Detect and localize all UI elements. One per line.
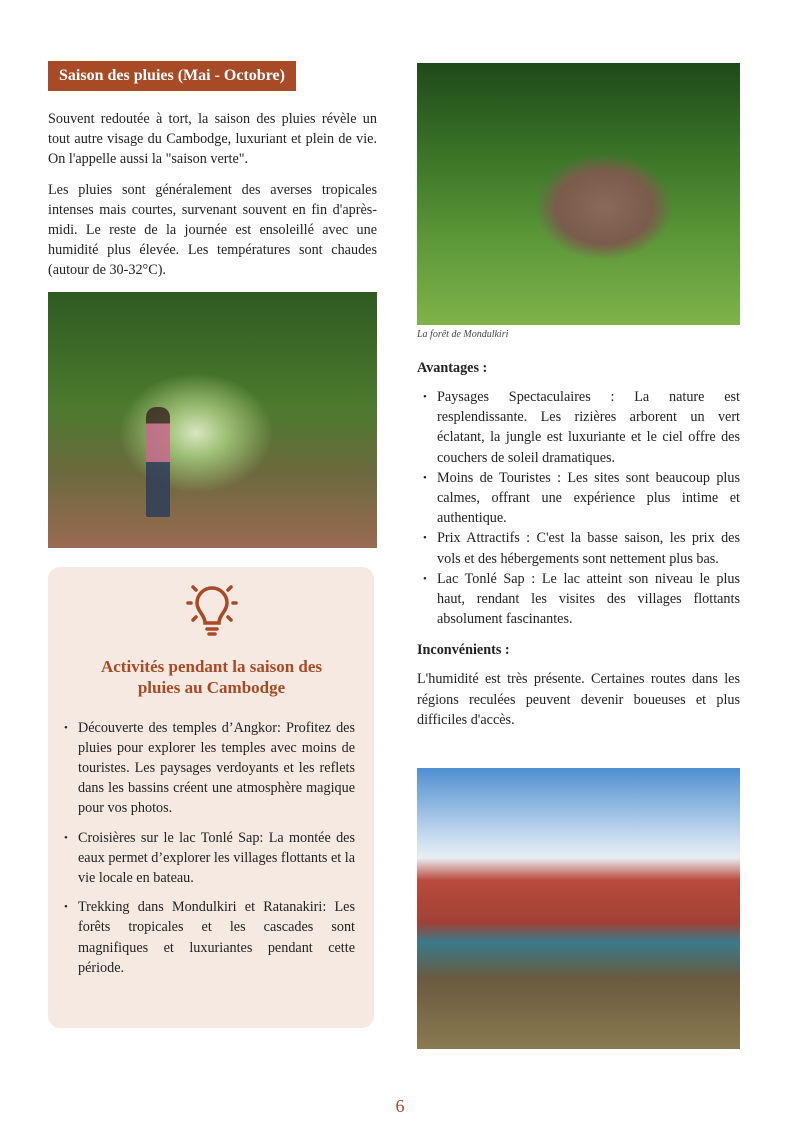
cyclist-forest-road-image bbox=[48, 292, 377, 548]
activities-box bbox=[48, 567, 374, 1028]
list-item: • Découverte des temples d’Angkor: Profitez des pluies pour explorer les temples avec moins de touristes. Les paysages verdoyants et les reflets dans les bassins créent une atmosphère magique pour vos photos. bbox=[58, 718, 355, 819]
image-caption: La forêt de Mondulkiri bbox=[417, 329, 509, 340]
drawbacks-heading: Inconvénients : bbox=[417, 642, 510, 659]
lightbulb-icon bbox=[185, 581, 239, 639]
activities-title: Activités pendant la saison des pluies au Cambodge bbox=[100, 656, 323, 697]
list-item: • Moins de Touristes : Les sites sont beaucoup plus calmes, offrant une expérience plus intime et authentique. bbox=[417, 468, 740, 529]
list-item: • Paysages Spectaculaires : La nature est resplendissante. Les rizières arborent un vert éclatant, la jungle est luxuriante et le ciel offre des couchers de soleil dramatiques. bbox=[417, 387, 740, 468]
intro-paragraph: Souvent redoutée à tort, la saison des pluies révèle un tout autre visage du Cambodge, luxuriant et plein de vie. On l'appelle aussi la "saison verte". bbox=[48, 111, 377, 168]
climate-paragraph: Les pluies sont généralement des averses tropicales intenses mais courtes, survenant souvent en fin d'après-midi. Le reste de la journée est ensoleillé avec une humidité plus élevée. Les températures sont chaudes (autour de 30-32°C). bbox=[48, 181, 377, 279]
list-item: • Lac Tonlé Sap : Le lac atteint son niveau le plus haut, rendant les visites des villages flottants absolument fascinantes. bbox=[417, 569, 740, 630]
left-column bbox=[48, 61, 377, 1028]
list-item: • Trekking dans Mondulkiri et Ratanakiri: Les forêts tropicales et les cascades sont magnifiques et luxuriantes pendant cette période. bbox=[58, 897, 355, 978]
advantages-list bbox=[417, 387, 740, 629]
list-item: • Prix Attractifs : C'est la basse saison, les prix des vols et des hébergements sont nettement plus bas. bbox=[417, 528, 740, 568]
drawbacks-paragraph: L'humidité est très présente. Certaines routes dans les régions reculées peuvent devenir boueuses et plus difficiles d'accès. bbox=[417, 671, 740, 728]
right-column bbox=[417, 63, 740, 1049]
page-number: 6 bbox=[395, 1096, 405, 1116]
list-item: • Croisières sur le lac Tonlé Sap: La montée des eaux permet d’explorer les villages flottants et la vie locale en bateau. bbox=[58, 828, 355, 889]
floating-village-image bbox=[417, 768, 740, 1049]
elephant-forest-image bbox=[417, 63, 740, 325]
activities-list bbox=[58, 718, 355, 978]
advantages-heading: Avantages : bbox=[417, 360, 488, 376]
section-title: Saison des pluies (Mai - Octobre) bbox=[48, 61, 296, 91]
